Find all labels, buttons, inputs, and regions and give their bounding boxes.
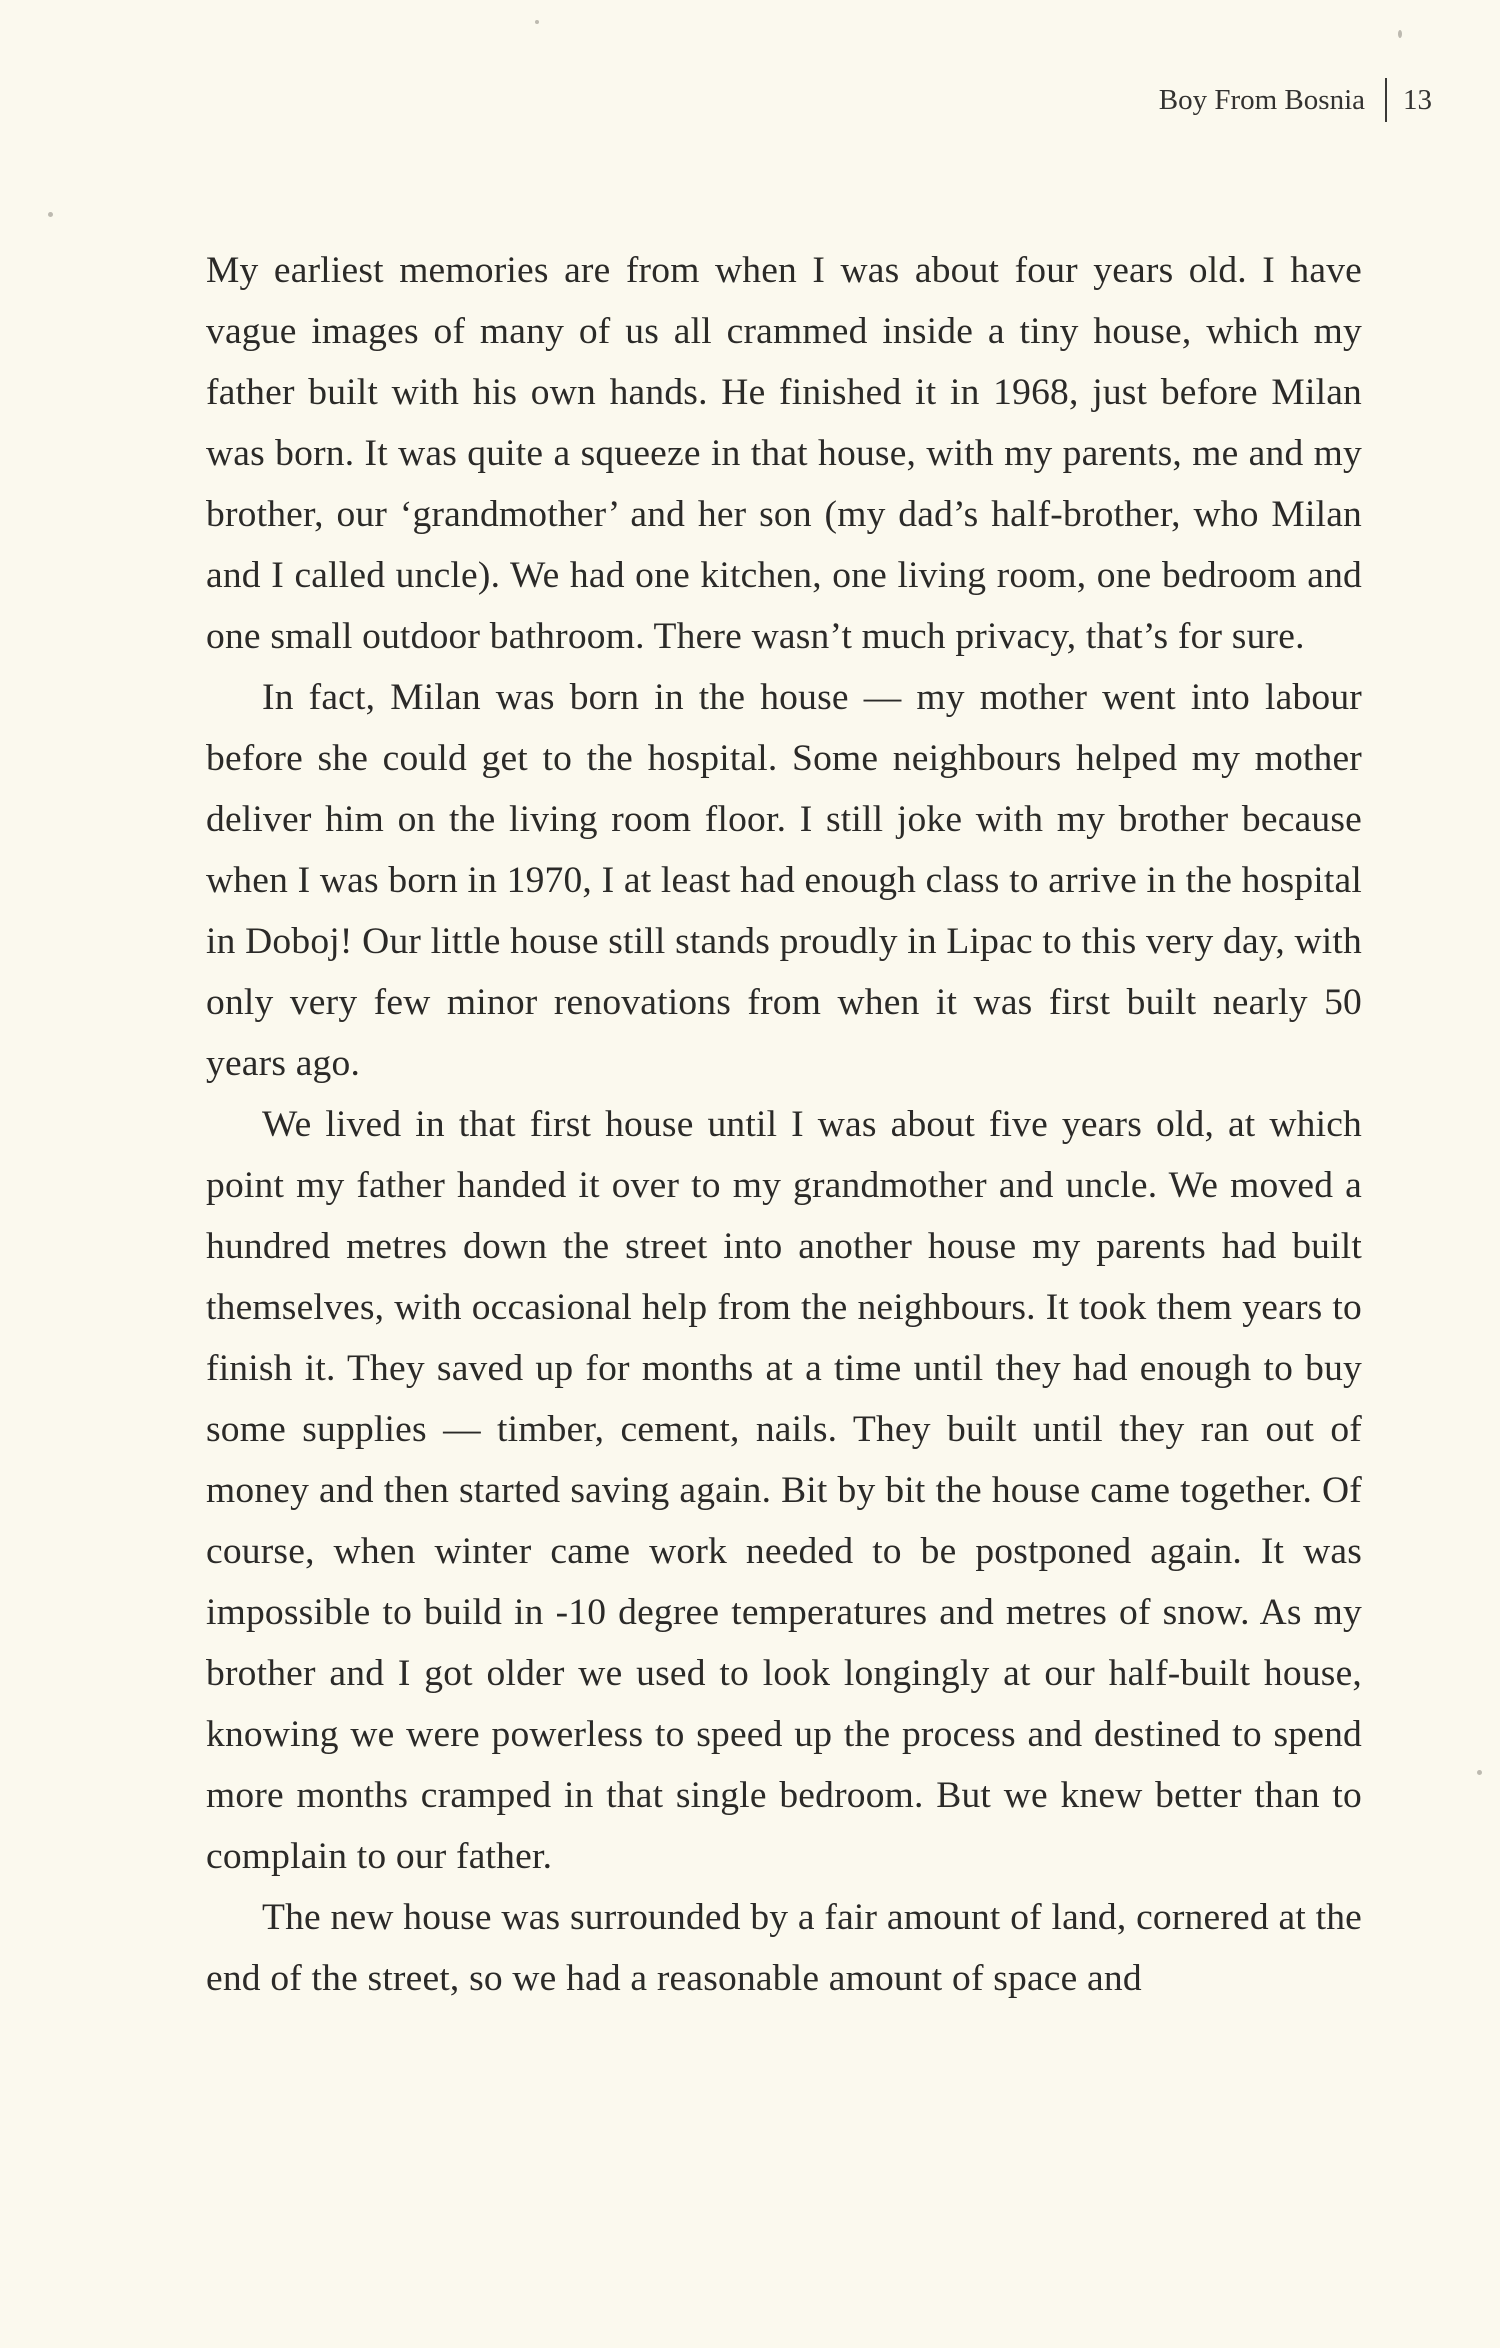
paragraph-3: We lived in that first house until I was about five years old, at which point my father handed it over to my grandmother and uncle. We moved a hundred metres down the street into another house my parents had built themselves, with occasional help from the neighbours. It took them years to finish it. They saved up for months at a time until they had enough to buy some supplies — timber, cement, nails. They built until they ran out of money and then started saving again. Bit by bit the house came together. Of course, when winter came work needed to be postponed again. It was impossible to build in -10 degree temperatures and metres of snow. As my brother and I got older we used to look longingly at our half-built house, knowing we were powerless to speed up the process and destined to spend more months cramped in that single bedroom. But we knew better than to complain to our father. bbox=[206, 1104, 1362, 1877]
paragraph-4: The new house was surrounded by a fair amount of land, cornered at the end of the street, so we had a reasonable amount of space and bbox=[206, 1897, 1362, 1999]
running-head-divider bbox=[1385, 78, 1387, 122]
running-head-title: Boy From Bosnia bbox=[1158, 83, 1365, 116]
paragraph-1: My earliest memories are from when I was about four years old. I have vague images of many of us all crammed inside a tiny house, which my father built with his own hands. He finished it in 1968, just before Milan was born. It was quite a squeeze in that house, with my parents, me and my brother, our ‘grandmother’ and her son (my dad’s half-brother, who Milan and I called uncle). We had one kitchen, one living room, one bedroom and one small outdoor bathroom. There wasn’t much privacy, that’s for sure. bbox=[206, 250, 1362, 657]
paragraph-2: In fact, Milan was born in the house — my mother went into labour before she could get to the hospital. Some neighbours helped my mother deliver him on the living room floor. I still joke with my brother because when I was born in 1970, I at least had enough class to arrive in the hospital in Doboj! Our little house still stands proudly in Lipac to this very day, with only very few minor renovations from when it was first built nearly 50 years ago. bbox=[206, 677, 1362, 1084]
page-number: 13 bbox=[1403, 83, 1432, 116]
paper-speck bbox=[48, 212, 53, 217]
body-text bbox=[206, 240, 1362, 2009]
paper-speck bbox=[1398, 30, 1402, 38]
paper-speck bbox=[1477, 1770, 1482, 1775]
running-head bbox=[1159, 78, 1432, 122]
paper-speck bbox=[535, 20, 539, 24]
